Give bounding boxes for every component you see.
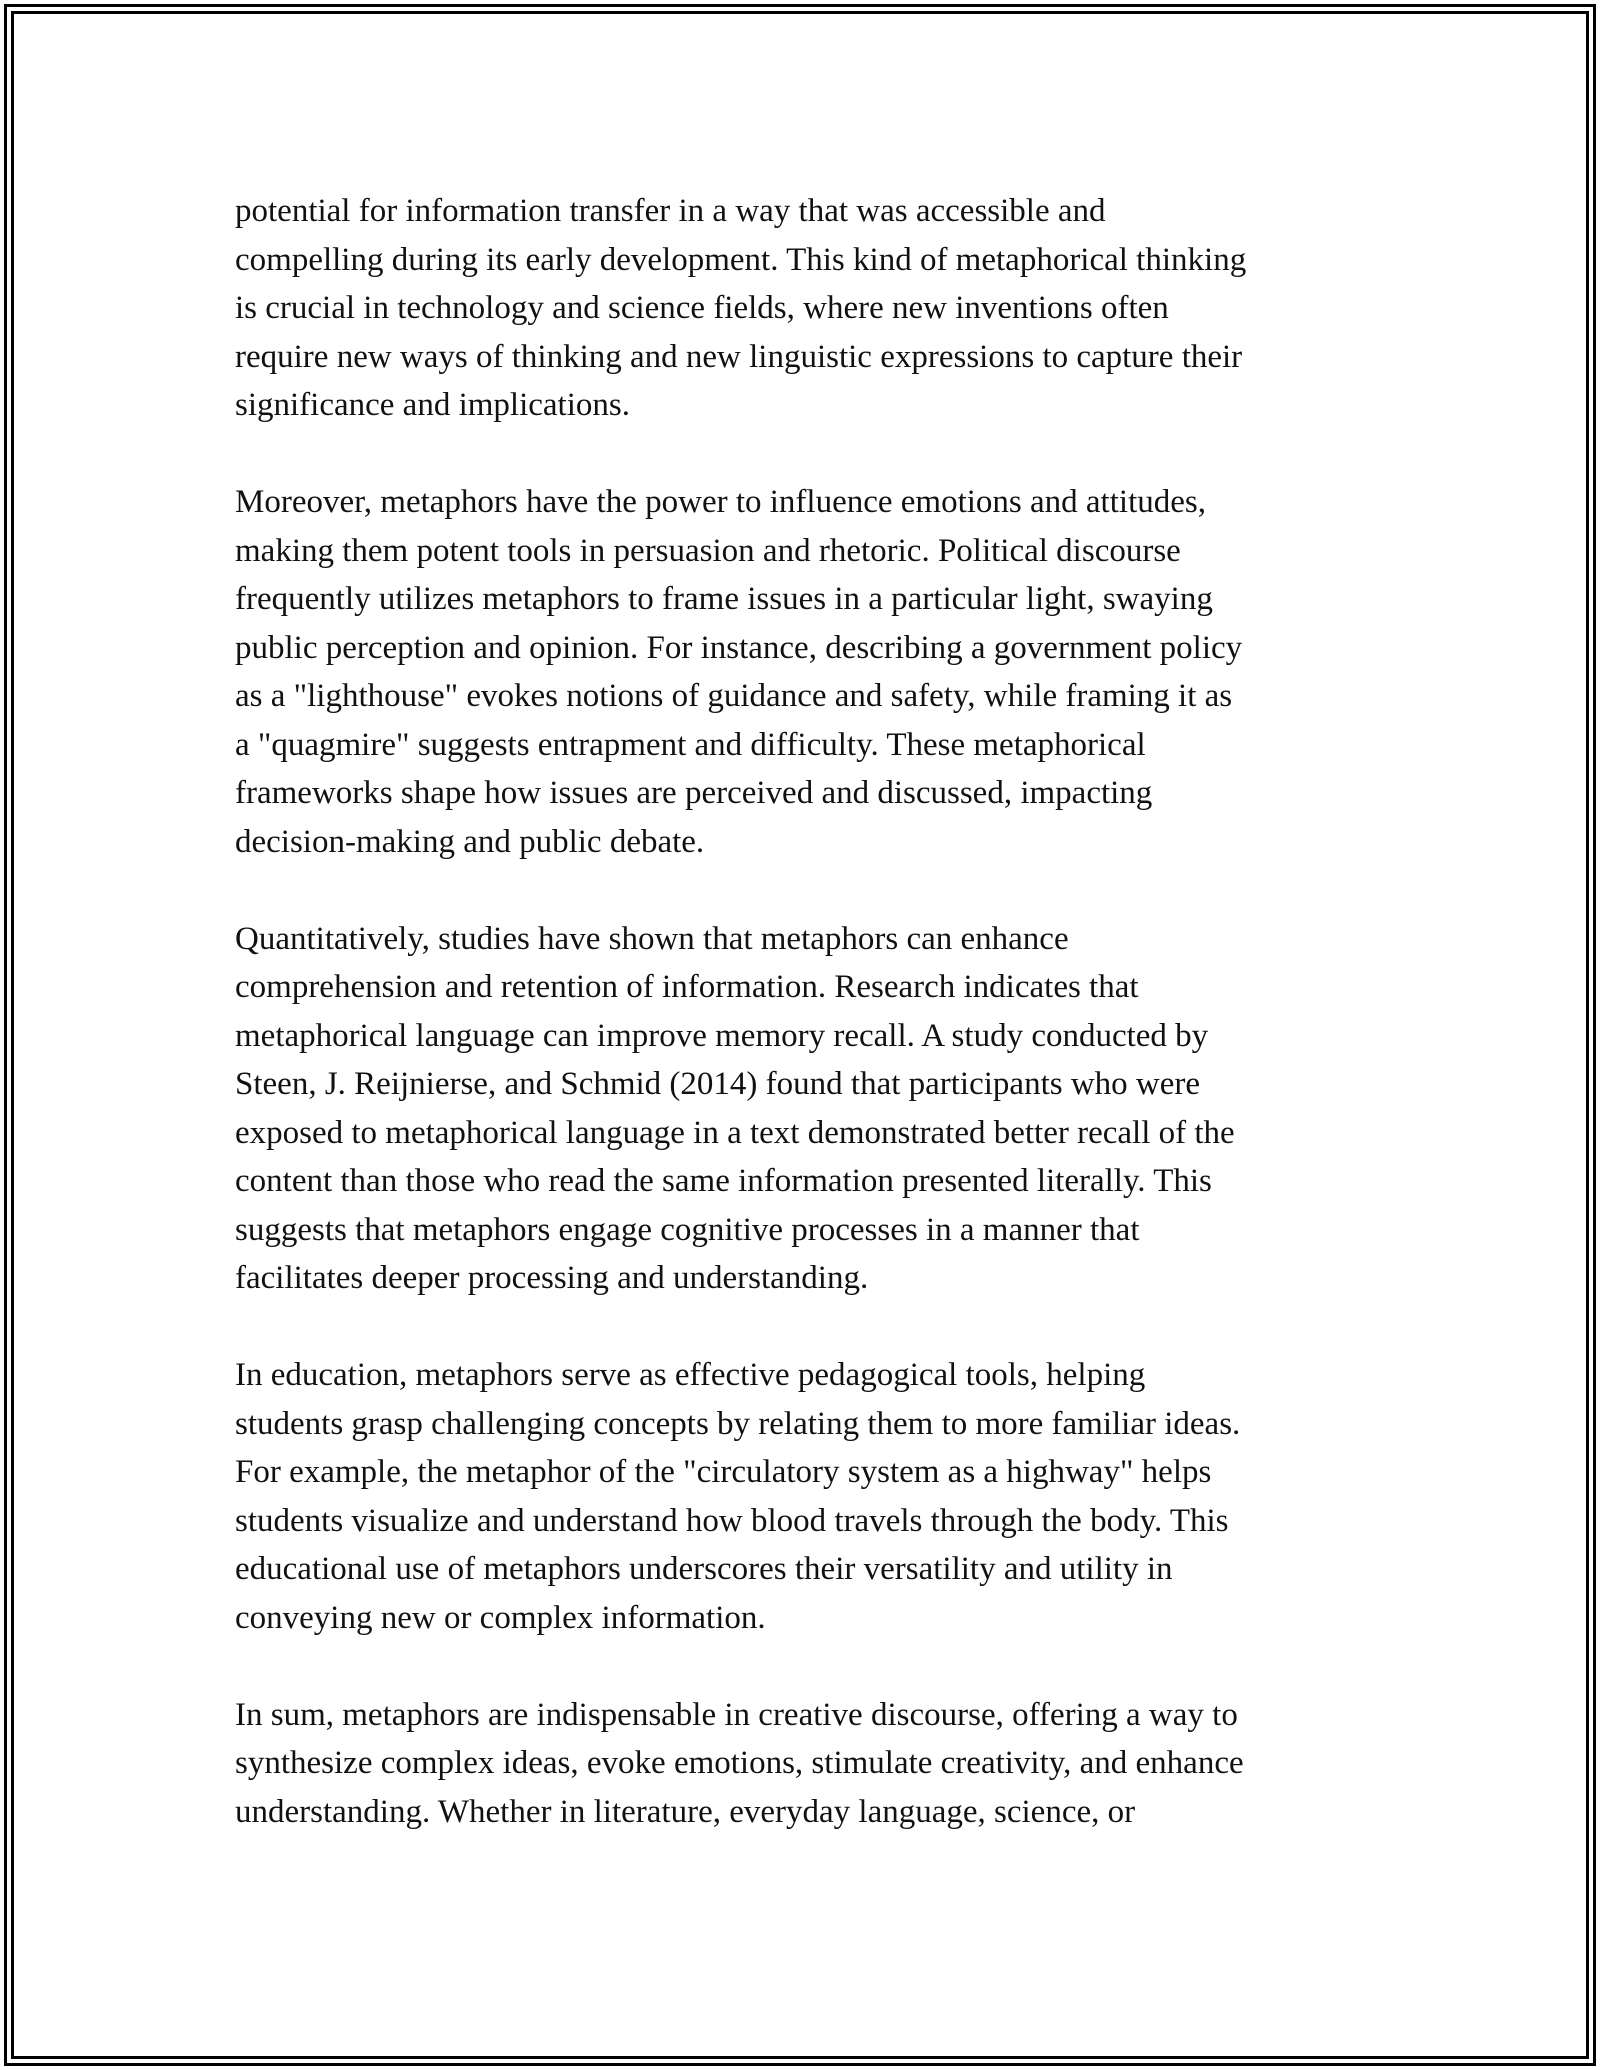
text-line: frequently utilizes metaphors to frame issues in a particular light, swaying <box>235 581 1213 617</box>
text-line: content than those who read the same information presented literally. This <box>235 1163 1212 1199</box>
text-line: Quantitatively, studies have shown that metaphors can enhance <box>235 920 1069 957</box>
text-line: require new ways of thinking and new linguistic expressions to capture their <box>235 338 1243 375</box>
text-line: students visualize and understand how blood travels through the body. This <box>235 1502 1229 1539</box>
text-line: a "quagmire" suggests entrapment and difficulty. These metaphorical <box>235 726 1146 763</box>
text-line: making them potent tools in persuasion and rhetoric. Political discourse <box>235 532 1181 569</box>
text-line: conveying new or complex information. <box>235 1599 766 1636</box>
text-line: Steen, J. Reijnierse, and Schmid (2014) found that participants who were <box>235 1066 1201 1102</box>
text-line: students grasp challenging concepts by relating them to more familiar ideas. <box>235 1405 1241 1442</box>
text-line: is crucial in technology and science fields, where new inventions often <box>235 290 1169 326</box>
text-line: significance and implications. <box>235 387 630 423</box>
text-line: public perception and opinion. For instance, describing a government policy <box>235 629 1243 666</box>
paragraph-1 <box>235 187 1385 430</box>
document-body <box>235 187 1385 1836</box>
text-line: as a "lighthouse" evokes notions of guidance and safety, while framing it as <box>235 678 1233 714</box>
text-line: synthesize complex ideas, evoke emotions, stimulate creativity, and enhance <box>235 1745 1244 1781</box>
text-line: In education, metaphors serve as effective pedagogical tools, helping <box>235 1357 1146 1393</box>
text-line: compelling during its early development. This kind of metaphorical thinking <box>235 241 1247 278</box>
paragraph-3 <box>235 915 1385 1303</box>
paragraph-5 <box>235 1691 1385 1837</box>
text-line: In sum, metaphors are indispensable in creative discourse, offering a way to <box>235 1696 1238 1733</box>
text-line: suggests that metaphors engage cognitive processes in a manner that <box>235 1211 1140 1248</box>
paragraph-2 <box>235 478 1385 866</box>
text-line: Moreover, metaphors have the power to influence emotions and attitudes, <box>235 484 1206 520</box>
text-line: facilitates deeper processing and understanding. <box>235 1260 869 1296</box>
text-line: exposed to metaphorical language in a text demonstrated better recall of the <box>235 1114 1235 1151</box>
text-line: For example, the metaphor of the "circulatory system as a highway" helps <box>235 1454 1212 1490</box>
text-line: frameworks shape how issues are perceived and discussed, impacting <box>235 775 1153 811</box>
text-line: potential for information transfer in a way that was accessible and <box>235 193 1106 229</box>
text-line: metaphorical language can improve memory recall. A study conducted by <box>235 1017 1209 1054</box>
text-line: educational use of metaphors underscores their versatility and utility in <box>235 1551 1173 1587</box>
text-line: comprehension and retention of information. Research indicates that <box>235 969 1139 1005</box>
text-line: decision-making and public debate. <box>235 823 705 860</box>
paragraph-4 <box>235 1351 1385 1642</box>
text-line: understanding. Whether in literature, everyday language, science, or <box>235 1793 1136 1830</box>
